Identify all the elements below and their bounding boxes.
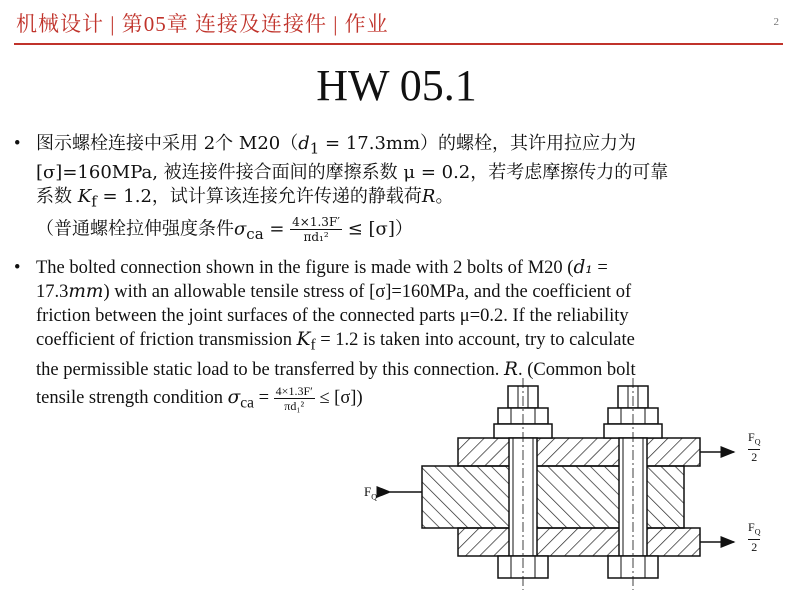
en-line-1: The bolted connection shown in the figure is made with 2 bolts of M20 (d₁ = (36, 257, 608, 278)
bottom-plate (458, 528, 700, 556)
cn-line-4: （普通螺栓拉伸强度条件$\sigma_{ca}$ = $\frac{4\times 1.3F'}{\text{πd₁²}}$ ≤ [σ]） (36, 215, 413, 245)
page-number: 2 (773, 16, 779, 28)
bullet-marker-en: • (14, 258, 21, 278)
cn-line-2: [σ]=160MPa, 被连接件接合面间的摩擦系数 μ = 0.2，若考虑摩擦传力的可靠 (36, 161, 669, 183)
bolted-joint-figure (360, 378, 780, 595)
cn-line-3: 系数 $K_f = 1.2$，试计算该连接允许传递的静载荷R。 (36, 185, 454, 211)
en-line-2: 17.3mm) with an allowable tensile stress of [σ]=160MPa, and the coefficient of (36, 281, 632, 302)
bullet-marker-cn: • (14, 134, 21, 154)
fq-half-bottom-label: $F_Q$ 2 (748, 520, 761, 555)
fq-left-label: $F_Q$ (364, 484, 378, 502)
header-divider (14, 43, 783, 45)
bolted-joint-drawing (360, 378, 780, 593)
en-line-4: coefficient of friction transmission $K_f = 1.2$ is taken into account, try to calculate (36, 329, 635, 354)
breadcrumb: 机械设计 | 第05章 连接及连接件 | 作业 (16, 12, 389, 36)
page-title: HW 05.1 (316, 61, 477, 110)
fraction-en: $\frac{4\times 1.3F'}{\text{πd₁²}}$ (275, 383, 313, 413)
fraction-cn: $\frac{4\times 1.3F'}{\text{πd₁²}}$ (292, 215, 340, 245)
fq-half-top-label: $F_Q$ 2 (748, 430, 761, 465)
problem-text-cn (36, 132, 776, 246)
en-line-6: tensile strength condition $\sigma_{ca}$ = $\frac{4\times 1.3F'}{\text{πd₁²}}$ ≤ [σ]) (36, 383, 363, 413)
en-line-5: the permissible static load to be transferred by this connection. R. (Common bolt (36, 358, 636, 380)
en-line-3: friction between the joint surfaces of the connected parts μ=0.2. If the reliability (36, 306, 629, 326)
top-plate (458, 438, 700, 466)
cn-line-1: 图示螺栓连接中采用 2个 $M20(d_1 = 17.3mm)$的螺栓，其许用拉应力为 (36, 133, 637, 158)
